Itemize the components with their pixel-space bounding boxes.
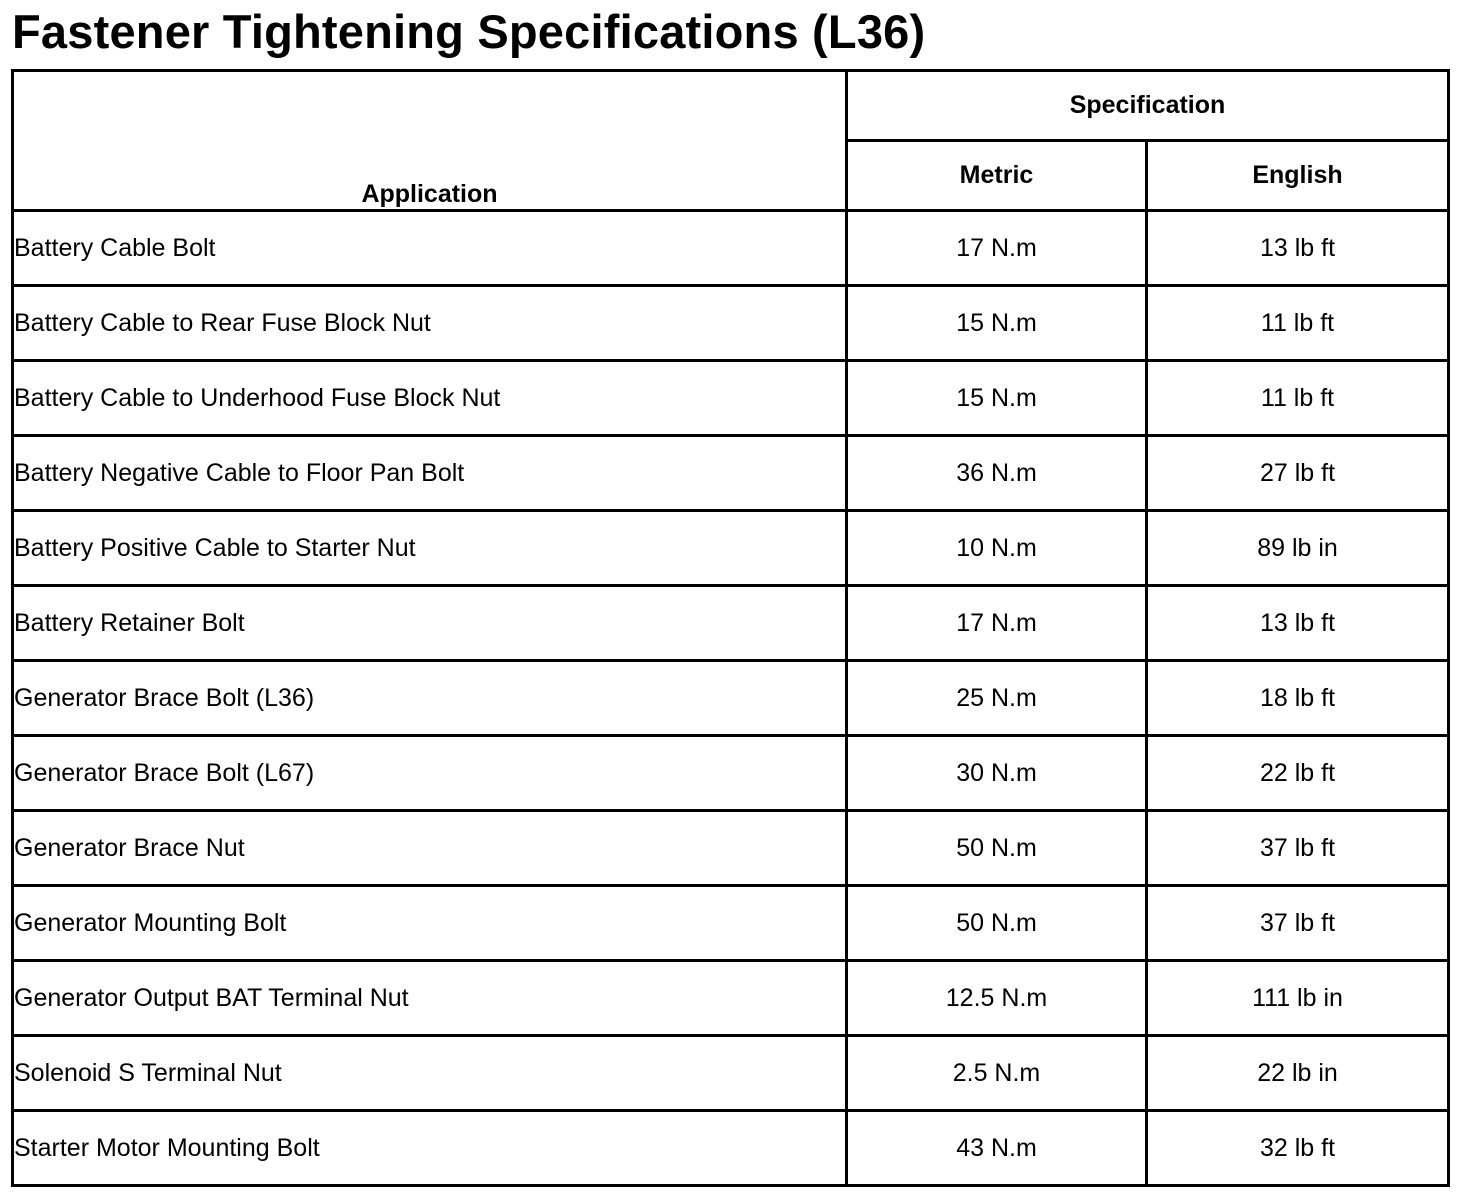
column-header-application: Application <box>13 71 847 211</box>
cell-english: 111 lb in <box>1147 961 1449 1036</box>
cell-metric: 15 N.m <box>847 361 1147 436</box>
cell-application: Battery Negative Cable to Floor Pan Bolt <box>13 436 847 511</box>
cell-english: 22 lb in <box>1147 1036 1449 1111</box>
table-row <box>13 1036 1449 1111</box>
cell-application: Generator Mounting Bolt <box>13 886 847 961</box>
cell-metric: 17 N.m <box>847 211 1147 286</box>
cell-metric: 2.5 N.m <box>847 1036 1147 1111</box>
column-header-specification: Specification <box>847 71 1449 141</box>
cell-application: Battery Cable Bolt <box>13 211 847 286</box>
cell-english: 37 lb ft <box>1147 886 1449 961</box>
cell-metric: 12.5 N.m <box>847 961 1147 1036</box>
cell-metric: 36 N.m <box>847 436 1147 511</box>
cell-metric: 43 N.m <box>847 1111 1147 1186</box>
table-row <box>13 586 1449 661</box>
cell-application: Battery Retainer Bolt <box>13 586 847 661</box>
table-row <box>13 886 1449 961</box>
table-row <box>13 811 1449 886</box>
cell-metric: 10 N.m <box>847 511 1147 586</box>
cell-application: Generator Output BAT Terminal Nut <box>13 961 847 1036</box>
cell-metric: 30 N.m <box>847 736 1147 811</box>
table-row <box>13 511 1449 586</box>
cell-english: 13 lb ft <box>1147 211 1449 286</box>
table-row <box>13 211 1449 286</box>
cell-application: Generator Brace Nut <box>13 811 847 886</box>
cell-application: Solenoid S Terminal Nut <box>13 1036 847 1111</box>
table-row <box>13 436 1449 511</box>
cell-english: 13 lb ft <box>1147 586 1449 661</box>
table-body <box>13 211 1449 1186</box>
column-header-metric: Metric <box>847 141 1147 211</box>
table-row <box>13 961 1449 1036</box>
cell-english: 22 lb ft <box>1147 736 1449 811</box>
cell-english: 11 lb ft <box>1147 361 1449 436</box>
cell-application: Starter Motor Mounting Bolt <box>13 1111 847 1186</box>
cell-metric: 15 N.m <box>847 286 1147 361</box>
cell-metric: 50 N.m <box>847 811 1147 886</box>
cell-metric: 50 N.m <box>847 886 1147 961</box>
cell-english: 18 lb ft <box>1147 661 1449 736</box>
cell-application: Battery Positive Cable to Starter Nut <box>13 511 847 586</box>
cell-english: 27 lb ft <box>1147 436 1449 511</box>
table-row <box>13 286 1449 361</box>
cell-english: 89 lb in <box>1147 511 1449 586</box>
table-header <box>13 71 1449 211</box>
cell-english: 32 lb ft <box>1147 1111 1449 1186</box>
page-title: Fastener Tightening Specifications (L36) <box>12 5 926 58</box>
fastener-spec-table <box>11 69 1450 1187</box>
cell-application: Battery Cable to Underhood Fuse Block Nut <box>13 361 847 436</box>
cell-english: 37 lb ft <box>1147 811 1449 886</box>
table-row <box>13 361 1449 436</box>
header-row-specification <box>13 71 1449 141</box>
cell-application: Battery Cable to Rear Fuse Block Nut <box>13 286 847 361</box>
table-row <box>13 736 1449 811</box>
cell-application: Generator Brace Bolt (L36) <box>13 661 847 736</box>
column-header-english: English <box>1147 141 1449 211</box>
table-row <box>13 1111 1449 1186</box>
table-row <box>13 661 1449 736</box>
cell-metric: 17 N.m <box>847 586 1147 661</box>
cell-application: Generator Brace Bolt (L67) <box>13 736 847 811</box>
cell-english: 11 lb ft <box>1147 286 1449 361</box>
cell-metric: 25 N.m <box>847 661 1147 736</box>
